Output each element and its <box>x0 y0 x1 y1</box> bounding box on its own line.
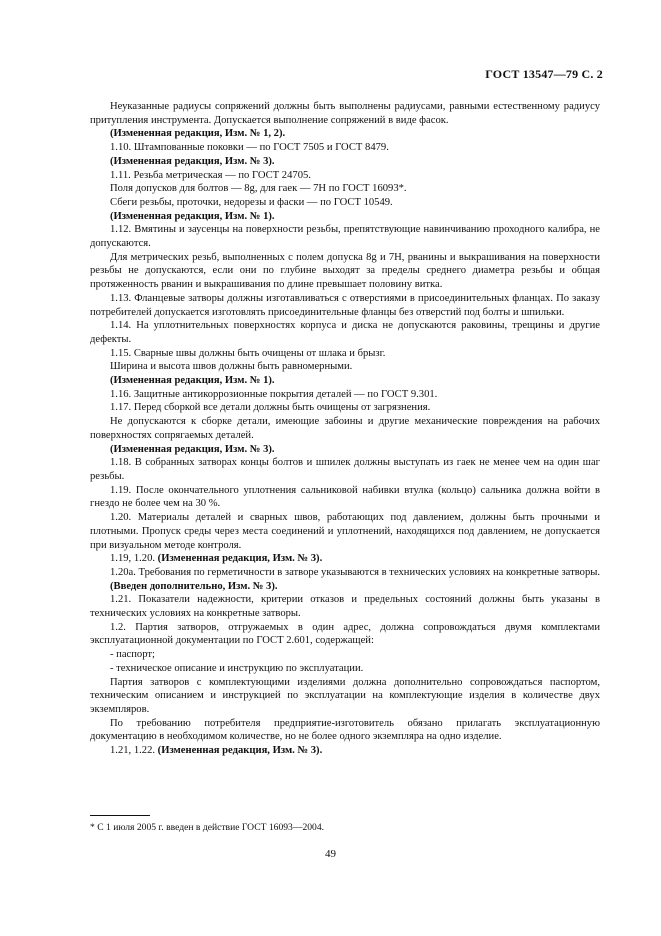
body-text <box>90 100 600 758</box>
paragraph: 1.12. Вмятины и заусенцы на поверхности резьбы, препятствующие навинчиванию проходного калибра, не допускаются. <box>90 224 600 250</box>
paragraph: Партия затворов с комплектующими изделиями должна дополнительно сопровождаться паспортом, техническим описанием и инструкцией по эксплуатации на комплектующие изделия в количестве двух экземпляров. <box>90 676 600 715</box>
paragraph: Ширина и высота швов должны быть равномерными. <box>110 361 353 373</box>
paragraph: Для метрических резьб, выполненных с полем допуска 8g и 7H, рванины и выкрашивания на поверхности резьбы не допускаются, если они по глубине выходят за пределы среднего диаметра резьбы и общая протяженность рванин и выкрашивания по длине превышает половину витка. <box>90 251 600 291</box>
amendment-note: (Измененная редакция, Изм. № 3). <box>157 745 323 757</box>
paragraph: 1.11. Резьба метрическая — по ГОСТ 24705. <box>110 169 311 181</box>
paragraph: Не допускаются к сборке детали, имеющие забоины и другие механические повреждения на рабочих поверхностях сопрягаемых деталей. <box>90 416 600 441</box>
amendment-note: (Измененная редакция, Изм. № 1). <box>110 375 275 387</box>
paragraph: 1.2. Партия затворов, отгружаемых в один адрес, должна сопровождаться двумя комплектами эксплуатационной документации по ГОСТ 2.601, содержащей: <box>90 621 600 647</box>
amendment-note: (Измененная редакция, Изм. № 3). <box>157 553 323 565</box>
clause-numbers: 1.19, 1.20. <box>110 553 158 565</box>
amendment-note: (Введен дополнительно, Изм. № 3). <box>110 580 278 592</box>
list-item: - паспорт; <box>110 649 155 661</box>
amendment-note: (Измененная редакция, Изм. № 1, 2). <box>110 128 286 140</box>
paragraph: 1.19. После окончательного уплотнения сальниковой набивки втулка (кольцо) сальника должна войти в гнездо не более чем на 30 %. <box>90 484 600 510</box>
footnote-divider <box>90 815 150 816</box>
paragraph: 1.20. Материалы деталей и сварных швов, работающих под давлением, должны быть прочными и плотными. Пропуск среды через места соединений и уплотнений, находящихся под давлением, не допускается при визуальном методе контроля. <box>90 512 600 551</box>
amendment-note: (Измененная редакция, Изм. № 1). <box>110 210 275 222</box>
footnote: * С 1 июля 2005 г. введен в действие ГОСТ 16093—2004. <box>90 822 325 833</box>
paragraph: 1.10. Штампованные поковки — по ГОСТ 7505 и ГОСТ 8479. <box>110 142 389 154</box>
paragraph: Поля допусков для болтов — 8g, для гаек — 7H по ГОСТ 16093*. <box>110 183 407 195</box>
paragraph: 1.18. В собранных затворах концы болтов и шпилек должны выступать из гаек не менее чем на один шаг резьбы. <box>90 457 600 482</box>
paragraph: Неуказанные радиусы сопряжений должны быть выполнены радиусами, равными естественному радиусу притупления инструмента. Допускается выполнение сопряжений в виде фасок. <box>90 101 600 126</box>
paragraph <box>90 552 600 566</box>
paragraph: Сбеги резьбы, проточки, недорезы и фаски — по ГОСТ 10549. <box>110 196 393 208</box>
clause-numbers: 1.21, 1.22. <box>110 745 158 757</box>
paragraph: 1.15. Сварные швы должны быть очищены от шлака и брызг. <box>110 347 386 359</box>
paragraph: 1.20а. Требования по герметичности в затворе указываются в технических условиях на конкретные затворы. <box>110 566 601 578</box>
paragraph: По требованию потребителя предприятие-изготовитель обязано прилагать эксплуатационную документацию в необходимом количестве, но не более одного экземпляра на одно изделие. <box>90 717 600 743</box>
paragraph: 1.13. Фланцевые затворы должны изготавливаться с отверстиями в присоединительных фланцах. По заказу потребителей допускается изготовлять присоединительные фланцы без отверстий под болты и шпильки. <box>90 292 600 318</box>
page-number: 49 <box>325 848 336 860</box>
page-header: ГОСТ 13547—79 С. 2 <box>485 67 603 81</box>
amendment-note: (Измененная редакция, Изм. № 3). <box>110 443 275 455</box>
paragraph: 1.21. Показатели надежности, критерии отказов и предельных состояний должны быть указаны в технических условиях на конкретные затворы. <box>90 594 600 620</box>
paragraph <box>90 744 600 758</box>
paragraph: 1.16. Защитные антикоррозионные покрытия деталей — по ГОСТ 9.301. <box>110 388 438 400</box>
list-item: - техническое описание и инструкцию по эксплуатации. <box>110 662 364 674</box>
paragraph: 1.14. На уплотнительных поверхностях корпуса и диска не допускаются раковины, трещины и другие дефекты. <box>90 320 600 345</box>
amendment-note: (Измененная редакция, Изм. № 3). <box>110 155 275 167</box>
paragraph: 1.17. Перед сборкой все детали должны быть очищены от загрязнения. <box>110 402 431 414</box>
